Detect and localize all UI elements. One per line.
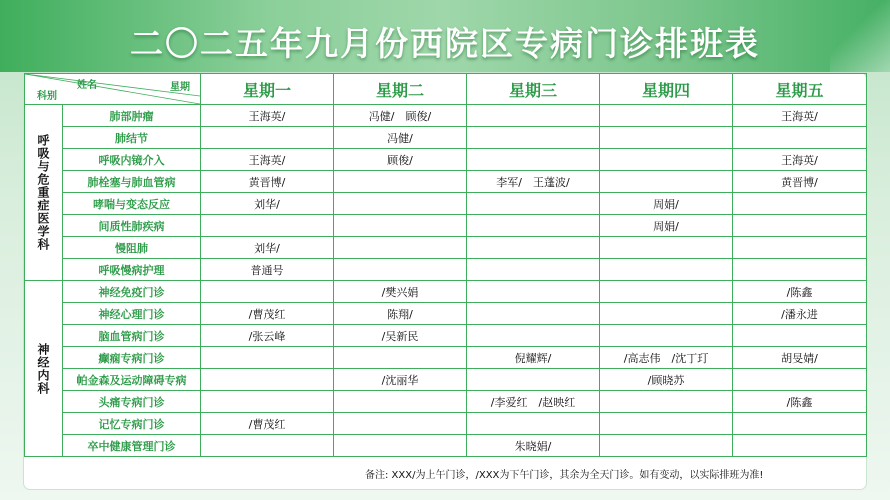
schedule-table bbox=[24, 73, 867, 457]
clinic-name: 卒中健康管理门诊 bbox=[63, 435, 201, 457]
schedule-cell bbox=[467, 369, 600, 391]
table-row bbox=[25, 193, 867, 215]
schedule-cell: 周娟/ bbox=[600, 193, 733, 215]
schedule-cell: 李军/ 王蓬波/ bbox=[467, 171, 600, 193]
schedule-cell: 刘华/ bbox=[201, 237, 334, 259]
schedule-cell bbox=[733, 413, 867, 435]
schedule-cell bbox=[600, 413, 733, 435]
schedule-cell: /曹茂红 bbox=[201, 303, 334, 325]
header-row bbox=[25, 74, 867, 105]
schedule-cell: /沈丽华 bbox=[334, 369, 467, 391]
schedule-cell: 倪耀辉/ bbox=[467, 347, 600, 369]
schedule-cell bbox=[334, 347, 467, 369]
schedule-cell bbox=[201, 347, 334, 369]
schedule-cell bbox=[600, 259, 733, 281]
schedule-cell bbox=[600, 105, 733, 127]
schedule-cell bbox=[201, 215, 334, 237]
day-header-fri: 星期五 bbox=[733, 74, 867, 105]
schedule-cell bbox=[467, 149, 600, 171]
schedule-cell bbox=[334, 215, 467, 237]
schedule-cell bbox=[334, 435, 467, 457]
day-header-thu: 星期四 bbox=[600, 74, 733, 105]
schedule-cell bbox=[600, 325, 733, 347]
clinic-name: 间质性肺疾病 bbox=[63, 215, 201, 237]
schedule-cell bbox=[334, 193, 467, 215]
table-row bbox=[25, 259, 867, 281]
clinic-name: 肺部肿瘤 bbox=[63, 105, 201, 127]
day-header-wed: 星期三 bbox=[467, 74, 600, 105]
table-row bbox=[25, 369, 867, 391]
schedule-cell bbox=[467, 259, 600, 281]
corner-dept-label: 科别 bbox=[37, 91, 57, 102]
schedule-cell: 冯健/ 顾俊/ bbox=[334, 105, 467, 127]
schedule-cell bbox=[467, 413, 600, 435]
schedule-cell: /张云峰 bbox=[201, 325, 334, 347]
table-row bbox=[25, 237, 867, 259]
schedule-cell: 陈翔/ bbox=[334, 303, 467, 325]
table-row bbox=[25, 435, 867, 457]
schedule-cell: /李爱红 /赵映红 bbox=[467, 391, 600, 413]
schedule-cell bbox=[334, 259, 467, 281]
table-row bbox=[25, 413, 867, 435]
schedule-cell bbox=[334, 391, 467, 413]
schedule-cell: /曹茂红 bbox=[201, 413, 334, 435]
schedule-cell bbox=[733, 127, 867, 149]
clinic-name: 神经心理门诊 bbox=[63, 303, 201, 325]
corner-name-label: 姓名 bbox=[77, 80, 97, 91]
schedule-cell bbox=[334, 413, 467, 435]
table-row bbox=[25, 215, 867, 237]
schedule-cell bbox=[733, 435, 867, 457]
day-header-tue: 星期二 bbox=[334, 74, 467, 105]
clinic-name: 肺栓塞与肺血管病 bbox=[63, 171, 201, 193]
clinic-name: 帕金森及运动障碍专病 bbox=[63, 369, 201, 391]
schedule-cell bbox=[201, 435, 334, 457]
schedule-cell bbox=[201, 391, 334, 413]
clinic-name: 神经免疫门诊 bbox=[63, 281, 201, 303]
schedule-cell bbox=[201, 281, 334, 303]
schedule-cell: 周娟/ bbox=[600, 215, 733, 237]
schedule-cell: 黄晋博/ bbox=[201, 171, 334, 193]
table-row bbox=[25, 325, 867, 347]
schedule-cell: 胡旻婧/ bbox=[733, 347, 867, 369]
schedule-cell bbox=[467, 215, 600, 237]
schedule-cell: 王海英/ bbox=[733, 105, 867, 127]
table-row bbox=[25, 391, 867, 413]
clinic-name: 呼吸内镜介入 bbox=[63, 149, 201, 171]
schedule-cell bbox=[733, 369, 867, 391]
schedule-cell bbox=[600, 127, 733, 149]
schedule-cell: 刘华/ bbox=[201, 193, 334, 215]
schedule-cell: /吴新民 bbox=[334, 325, 467, 347]
clinic-name: 头痛专病门诊 bbox=[63, 391, 201, 413]
schedule-cell bbox=[201, 127, 334, 149]
day-header-mon: 星期一 bbox=[201, 74, 334, 105]
department-label: 呼吸与危重症医学科 bbox=[25, 105, 63, 281]
schedule-cell bbox=[733, 237, 867, 259]
schedule-cell bbox=[733, 259, 867, 281]
schedule-cell bbox=[600, 149, 733, 171]
footnote: 备注: XXX/为上午门诊，/XXX为下午门诊，其余为全天门诊。如有变动，以实际排班为准! bbox=[365, 470, 764, 481]
schedule-cell bbox=[600, 391, 733, 413]
clinic-name: 记忆专病门诊 bbox=[63, 413, 201, 435]
schedule-cell bbox=[334, 237, 467, 259]
schedule-cell bbox=[467, 105, 600, 127]
schedule-cell: /高志伟 /沈丁玎 bbox=[600, 347, 733, 369]
schedule-cell: /樊兴娟 bbox=[334, 281, 467, 303]
schedule-cell bbox=[600, 435, 733, 457]
table-row bbox=[25, 171, 867, 193]
schedule-cell bbox=[467, 237, 600, 259]
schedule-cell bbox=[201, 369, 334, 391]
table-row bbox=[25, 149, 867, 171]
schedule-cell bbox=[600, 303, 733, 325]
schedule-cell bbox=[467, 193, 600, 215]
clinic-name: 肺结节 bbox=[63, 127, 201, 149]
schedule-cell bbox=[467, 127, 600, 149]
schedule-cell: /顾晓苏 bbox=[600, 369, 733, 391]
department-label: 神经内科 bbox=[25, 281, 63, 457]
schedule-cell bbox=[334, 171, 467, 193]
table-row bbox=[25, 105, 867, 127]
clinic-name: 癫痫专病门诊 bbox=[63, 347, 201, 369]
schedule-cell: 王海英/ bbox=[201, 149, 334, 171]
title-banner bbox=[0, 0, 890, 72]
schedule-cell bbox=[733, 325, 867, 347]
page-title: 二〇二五年九月份西院区专病门诊排班表 bbox=[130, 24, 760, 63]
schedule-cell: 普通号 bbox=[201, 259, 334, 281]
schedule-cell: 顾俊/ bbox=[334, 149, 467, 171]
schedule-cell bbox=[600, 171, 733, 193]
table-row bbox=[25, 347, 867, 369]
table-row bbox=[25, 127, 867, 149]
schedule-cell bbox=[733, 193, 867, 215]
clinic-name: 慢阻肺 bbox=[63, 237, 201, 259]
schedule-body bbox=[25, 105, 867, 457]
schedule-cell bbox=[467, 303, 600, 325]
schedule-cell: /陈鑫 bbox=[733, 281, 867, 303]
schedule-cell: 黄晋博/ bbox=[733, 171, 867, 193]
schedule-cell: /潘永进 bbox=[733, 303, 867, 325]
schedule-cell bbox=[600, 237, 733, 259]
table-row bbox=[25, 281, 867, 303]
schedule-cell bbox=[600, 281, 733, 303]
corner-header bbox=[25, 74, 201, 105]
schedule-cell: 王海英/ bbox=[733, 149, 867, 171]
clinic-name: 哮喘与变态反应 bbox=[63, 193, 201, 215]
clinic-name: 脑血管病门诊 bbox=[63, 325, 201, 347]
schedule-cell: 朱晓娟/ bbox=[467, 435, 600, 457]
clinic-name: 呼吸慢病护理 bbox=[63, 259, 201, 281]
schedule-cell: 王海英/ bbox=[201, 105, 334, 127]
schedule-cell: /陈鑫 bbox=[733, 391, 867, 413]
schedule-cell bbox=[467, 325, 600, 347]
schedule-cell: 冯健/ bbox=[334, 127, 467, 149]
corner-day-label: 星期 bbox=[170, 82, 190, 93]
schedule-cell bbox=[733, 215, 867, 237]
schedule-cell bbox=[467, 281, 600, 303]
table-row bbox=[25, 303, 867, 325]
